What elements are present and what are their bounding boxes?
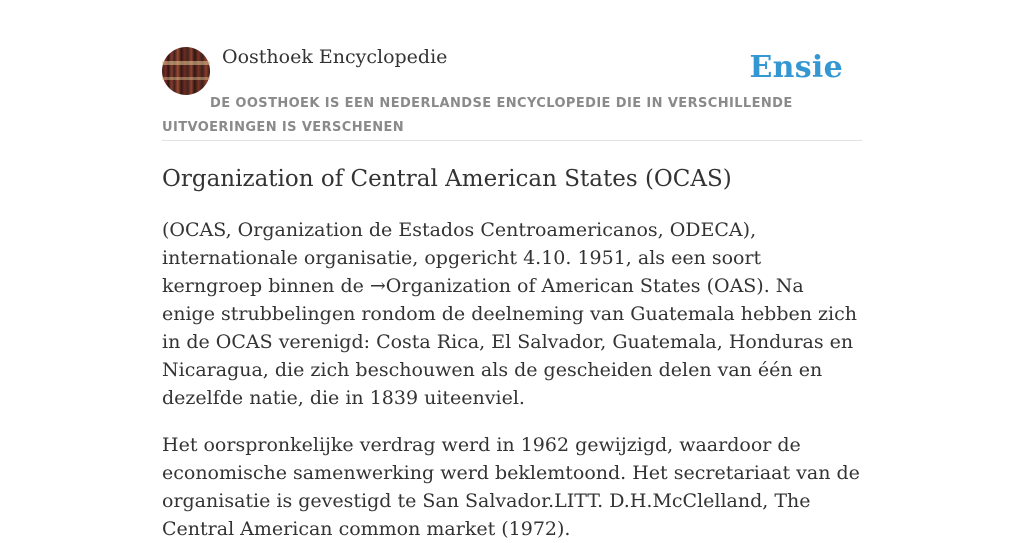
encyclopedia-books-avatar[interactable]	[162, 47, 210, 95]
article-paragraph: (OCAS, Organization de Estados Centroamericanos, ODECA), internationale organisatie, opgericht 4.10. 1951, als een soort kerngroep binnen de →Organization of American States (OAS). Na enige strubbelingen rondom de deelneming van Guatemala hebben zich in de OCAS verenigd: Costa Rica, El Salvador, Guatemala, Honduras en Nicaragua, die zich beschouwen als de gescheiden delen van één en dezelfde natie, die in 1839 uiteenviel.	[162, 219, 857, 409]
article	[162, 162, 862, 543]
site-tagline: DE OOSTHOEK IS EEN NEDERLANDSE ENCYCLOPEDIE DIE IN VERSCHILLENDE UITVOERINGEN IS VERSCHENEN	[162, 96, 793, 135]
article-paragraph: Het oorspronkelijke verdrag werd in 1962 gewijzigd, waardoor de economische samenwerking werd beklemtoond. Het secretariaat van de organisatie is gevestigd te San Salvador.LITT. D.H.McClelland, The Central American common market (1972).	[162, 434, 860, 540]
site-header	[162, 46, 862, 141]
article-title: Organization of Central American States (OCAS)	[162, 166, 732, 192]
ensie-logo-link[interactable]: Ensie	[749, 50, 843, 85]
site-name-link[interactable]: Oosthoek Encyclopedie	[222, 46, 448, 68]
